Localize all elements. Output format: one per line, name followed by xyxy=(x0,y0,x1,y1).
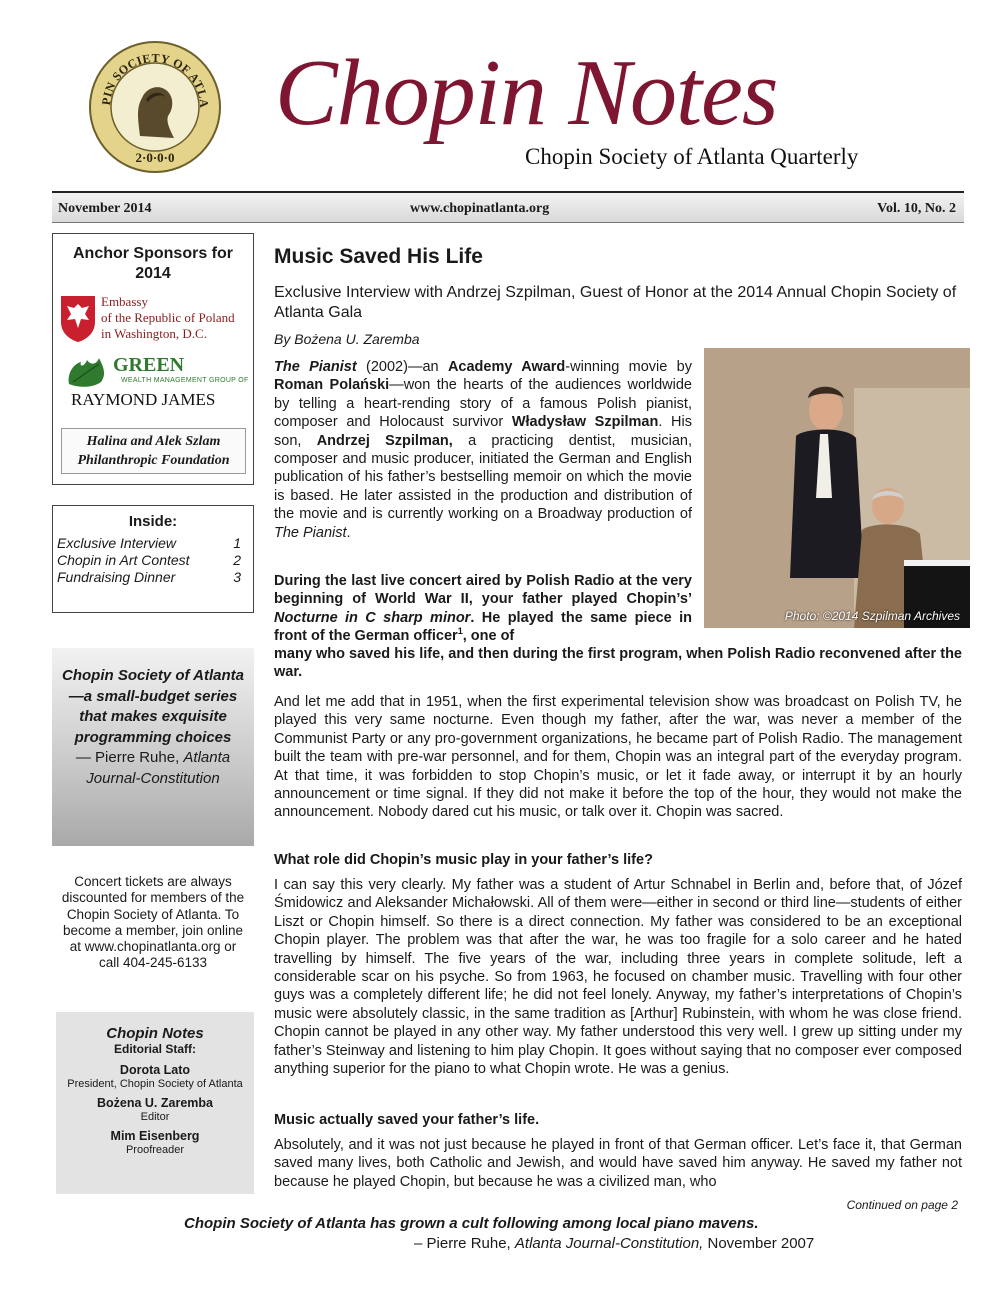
toc-item[interactable] xyxy=(53,535,253,552)
green-title: GREEN xyxy=(113,354,185,376)
green-subtitle: WEALTH MANAGEMENT GROUP xyxy=(121,377,237,384)
toc-item-title: Fundraising Dinner xyxy=(57,569,176,585)
interview-answer: I can say this very clearly. My father was a student of Artur Schnabel in Berlin and, before that, of Józef Śmidowicz and Aleksander Michałowski. All of them were—either in second or third line—students of either Liszt or Chopin himself. So there is a direct connection. My father was considered to be an exceptional Chopin player. The problem was that after the war, he was too fragile for a solo career and he hated travelling by himself. The five years of the war, including three years in complete solitude, left a considerable scar on his psyche. So from 1963, he focused on chamber music. Travelling with four other guys was a completely different life; he did not feel lonely. Anyway, my father’s interpretations of Chopin’s music were absolutely classic, in the same tradition as [Arthur] Rubinstein, with whom he was close friend. Chopin cannot be played in any other way. My father understood this very well. I grew up sitting under my father’s Steinway and listening to him play Chopin. It goes without saying that no composer ever composed anything superior for the piano to what Chopin wrote. He was a genius. xyxy=(274,877,962,1078)
interview-answer: And let me add that in 1951, when the first experimental television show was broadcast on Polish TV, he played this very same nocturne. Even though my father, after the war, was never a member of the Communist Party or any pro-government organizations, he became part of Polish Radio. The management built the team with pre-war personnel, and for them, Chopin was an integral part of the everyday program. At that time, it was forbidden to stop Chopin’s music, or let it fade away, or interrupt it by an hourly announcement or time signal. If they did not make it before the top of the hour, they would not make the announcement. Nobody dared cut his music, or talk over it. Chopin was sacred. xyxy=(274,694,962,821)
article-intro-paragraph xyxy=(274,358,692,542)
issue-volume: Vol. 10, No. 2 xyxy=(877,201,956,216)
staff-title: Chopin Notes xyxy=(106,1025,204,1042)
photo-illustration xyxy=(704,348,970,628)
issue-date: November 2014 xyxy=(58,201,152,216)
editorial-staff-box xyxy=(56,1012,254,1194)
seal-year: 2·0·0·0 xyxy=(135,150,175,165)
issue-website-link[interactable]: www.chopinatlanta.org xyxy=(410,201,550,216)
photo-credit: Photo: ©2014 Szpilman Archives xyxy=(784,609,960,623)
toc-item-page: 3 xyxy=(233,569,241,585)
footnote-marker[interactable]: 1 xyxy=(457,626,463,637)
award-name: Academy Award xyxy=(447,359,566,375)
newsletter-title: Chopin Notes xyxy=(275,41,778,145)
press-quote-text: Chopin Society of Atlanta—a small-budget series that makes exquisite programming choices xyxy=(62,667,244,746)
footer-quote-author: – Pierre Ruhe, xyxy=(414,1235,515,1252)
press-quote-publication: Atlanta Journal-Constitution xyxy=(86,749,231,787)
seal-ring-text: PIN SOCIETY OF ATLA xyxy=(98,50,212,109)
oak-leaf-icon xyxy=(63,354,111,390)
staff-subtitle: Editorial Staff: xyxy=(113,1042,196,1056)
pianist-name: Władysław Szpilman xyxy=(511,414,659,431)
membership-info: Concert tickets are always discounted for members of the Chopin Society of Atlanta. To become a member, join online at www.chopinatlanta.org or call 404-245-6133 xyxy=(61,874,245,971)
staff-role: Editor xyxy=(140,1111,170,1123)
interview-question-continued: many who saved his life, and then during the first program, when Polish Radio reconvened after the war. xyxy=(274,646,962,681)
continued-on-page-link[interactable]: Continued on page 2 xyxy=(846,1198,958,1212)
intro-text: -winning movie by xyxy=(565,359,692,375)
szpilman-photo xyxy=(704,348,970,628)
footer-press-quote: Chopin Society of Atlanta has grown a cult following among local piano mavens. xyxy=(184,1215,759,1232)
green-wealth-sponsor-logo xyxy=(63,354,249,426)
inside-heading: Inside: xyxy=(128,513,178,530)
anchor-sponsors-box xyxy=(52,233,254,485)
question-text: , one of xyxy=(462,628,515,645)
footer-quote-date: November 2007 xyxy=(703,1235,815,1252)
szlam-foundation-sponsor-logo xyxy=(61,428,246,474)
toc-item[interactable] xyxy=(53,569,253,586)
intro-text: —won the hearts of the audiences worldwide by telling a heart-rending story of a famous Polish pianist, composer and Holocaust survivor xyxy=(274,377,692,431)
toc-item[interactable] xyxy=(53,552,253,569)
society-seal-logo xyxy=(88,40,222,174)
toc-item-page: 1 xyxy=(233,535,241,551)
green-of: OF xyxy=(238,377,249,384)
article-byline: By Bożena U. Zaremba xyxy=(274,331,420,347)
question-text: During the last live concert aired by Polish Radio at the very beginning of World War II, your father played Chopin’s’ xyxy=(274,573,692,608)
inside-contents-box xyxy=(52,505,254,613)
staff-name: Dorota Lato xyxy=(119,1063,191,1077)
press-quote-author: — Pierre Ruhe, xyxy=(75,749,184,766)
footer-quote-source xyxy=(414,1235,814,1252)
sponsors-heading: Anchor Sponsors for 2014 xyxy=(72,245,233,282)
issue-info-bar xyxy=(52,191,964,223)
interview-question xyxy=(274,572,692,646)
intro-text: . His son, xyxy=(274,414,692,449)
szlam-line-2: Philanthropic Foundation xyxy=(77,453,230,468)
polish-eagle-icon xyxy=(59,292,97,342)
son-name: Andrzej Szpilman, xyxy=(316,432,453,449)
movie-title: The Pianist xyxy=(274,524,347,541)
raymond-james-text: RAYMOND JAMES xyxy=(71,390,216,409)
intro-text: (2002)—an xyxy=(356,359,448,375)
interview-answer: Absolutely, and it was not just because he played in front of that German officer. Let’s face it, that German saved many lives, both Catholic and Jewish, and would have saved him anyway. He saved my father not because he played Chopin, but because he was a civilized man, who xyxy=(274,1137,962,1190)
toc-item-title: Exclusive Interview xyxy=(57,535,177,551)
interview-question: Music actually saved your father’s life. xyxy=(274,1112,540,1128)
embassy-line-3: in Washington, D.C. xyxy=(101,326,207,341)
press-quote-source xyxy=(62,748,244,789)
toc-item-page: 2 xyxy=(233,552,241,568)
question-text: . He played the same piece in front of the German officer xyxy=(274,609,692,645)
director-name: Roman Polański xyxy=(274,377,390,394)
newsletter-subtitle: Chopin Society of Atlanta Quarterly xyxy=(525,144,859,169)
intro-text: a practicing dentist, musician, composer and music producer, initiated the German and English publication of his father’s bestselling memoir on which the movie is based. He later assisted in the production and distribution of the movie and is currently working on a Broadway production of xyxy=(274,432,692,523)
staff-role: President, Chopin Society of Atlanta xyxy=(67,1078,243,1090)
intro-text: . xyxy=(346,524,351,541)
interview-question: What role did Chopin’s music play in your father’s life? xyxy=(274,852,653,868)
szlam-line-1: Halina and Alek Szlam xyxy=(86,434,221,449)
embassy-sponsor-logo xyxy=(59,292,249,348)
embassy-line-1: Embassy xyxy=(101,294,148,309)
staff-name: Bożena U. Zaremba xyxy=(96,1096,213,1110)
toc-item-title: Chopin in Art Contest xyxy=(57,552,190,568)
footer-quote-publication: Atlanta Journal-Constitution, xyxy=(514,1235,704,1252)
article-title: Music Saved His Life xyxy=(274,245,483,268)
nocturne-title: Nocturne in C sharp minor xyxy=(274,609,471,626)
movie-title: The Pianist xyxy=(274,359,357,375)
press-quote-box xyxy=(52,648,254,846)
embassy-line-2: of the Republic of Poland xyxy=(101,310,235,325)
article-subtitle: Exclusive Interview with Andrzej Szpilman, Guest of Honor at the 2014 Annual Chopin Society of Atlanta Gala xyxy=(274,284,957,321)
staff-role: Proofreader xyxy=(125,1144,185,1156)
staff-name: Mim Eisenberg xyxy=(110,1129,200,1143)
